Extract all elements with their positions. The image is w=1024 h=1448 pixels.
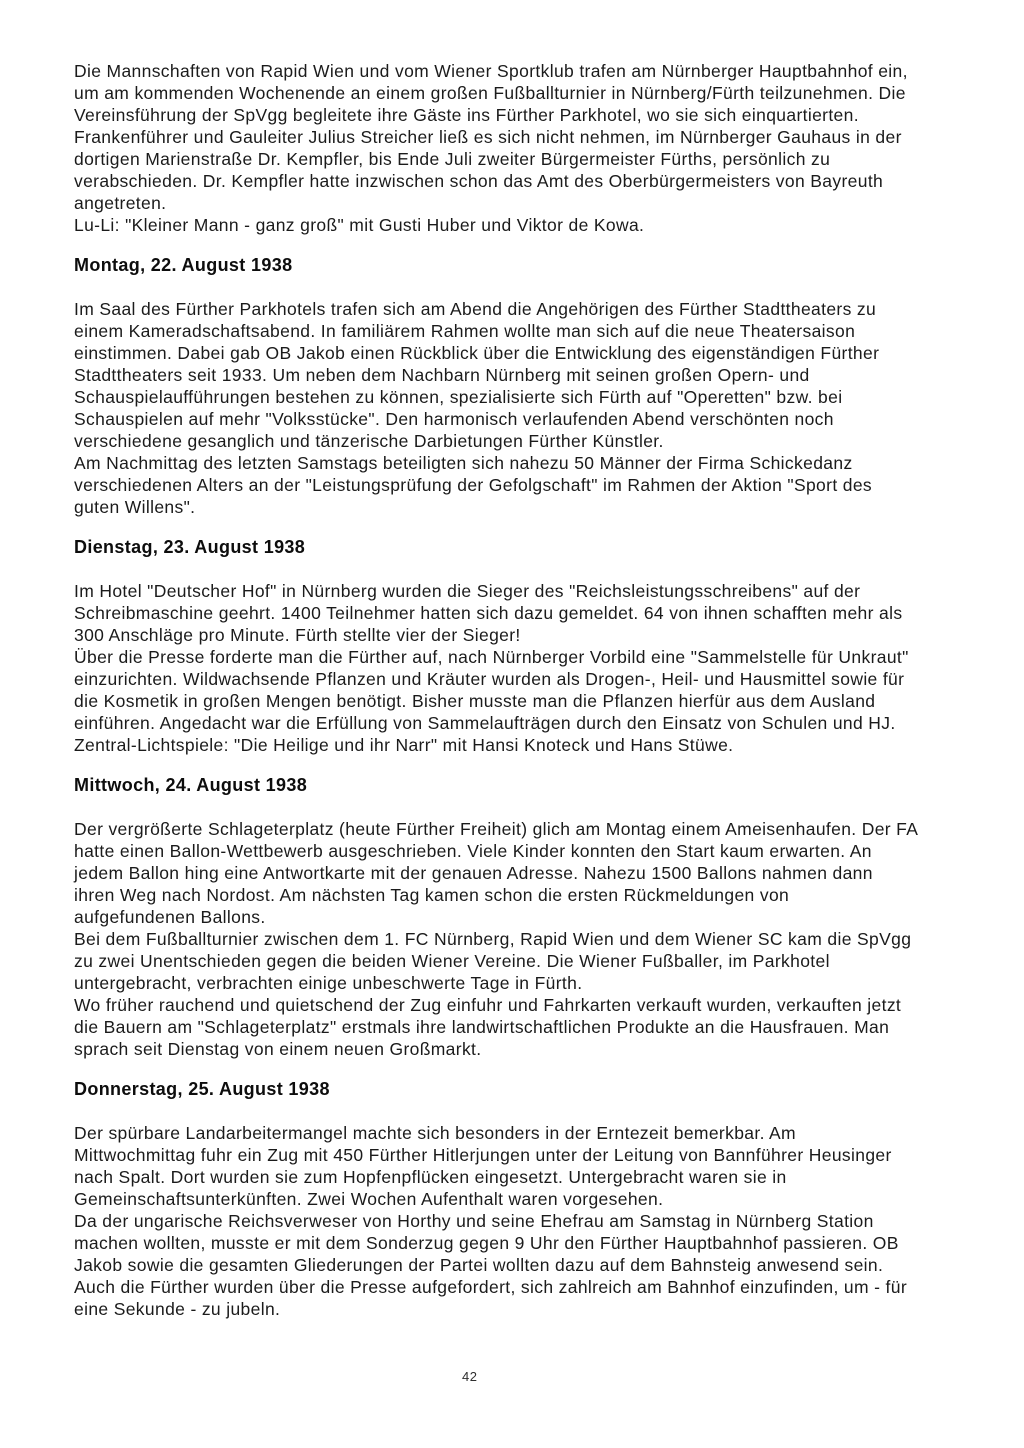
- paragraph: [74, 580, 974, 756]
- text-line: angetreten.: [74, 193, 167, 213]
- text-line: sprach seit Dienstag von einem neuen Großmarkt.: [74, 1039, 482, 1059]
- text-line: Der spürbare Landarbeitermangel machte sich besonders in der Erntezeit bemerkbar. Am: [74, 1123, 796, 1143]
- text-line: die Bauern am "Schlageterplatz" erstmals ihre landwirtschaftlichen Produkte an die Hausfrauen. Man: [74, 1017, 890, 1037]
- text-line: Stadttheaters seit 1933. Um neben dem Nachbarn Nürnberg mit seinen großen Opern- und: [74, 365, 810, 385]
- text-line: Gemeinschaftsunterkünften. Zwei Wochen Aufenthalt waren vorgesehen.: [74, 1189, 664, 1209]
- text-line: einzurichten. Wildwachsende Pflanzen und Kräuter wurden als Drogen-, Heil- und Hausmittel sowie für: [74, 669, 905, 689]
- text-line: Im Hotel "Deutscher Hof" in Nürnberg wurden die Sieger des "Reichsleistungsschreibens" auf der: [74, 581, 861, 601]
- text-line: einstimmen. Dabei gab OB Jakob einen Rückblick über die Entwicklung des eigenständigen Fürther: [74, 343, 880, 363]
- text-line: Frankenführer und Gauleiter Julius Streicher ließ es sich nicht nehmen, im Nürnberger Gauhaus in der: [74, 127, 902, 147]
- paragraph: [74, 298, 974, 518]
- text-line: Schauspielen auf mehr "Volksstücke". Den harmonisch verlaufenden Abend verschönten noch: [74, 409, 834, 429]
- text-line: machen wollten, musste er mit dem Sonderzug gegen 9 Uhr den Fürther Hauptbahnhof passieren. OB: [74, 1233, 899, 1253]
- text-line: Mittwochmittag fuhr ein Zug mit 450 Fürther Hitlerjungen unter der Leitung von Bannführer Heusinger: [74, 1145, 892, 1165]
- section-heading: Dienstag, 23. August 1938: [74, 537, 306, 557]
- section-heading: Mittwoch, 24. August 1938: [74, 775, 308, 795]
- text-line: Schreibmaschine geehrt. 1400 Teilnehmer hatten sich dazu gemeldet. 64 von ihnen schafften mehr als: [74, 603, 903, 623]
- text-line: Über die Presse forderte man die Fürther auf, nach Nürnberger Vorbild eine "Sammelstelle für Unkraut": [74, 647, 909, 667]
- text-line: Lu-Li: "Kleiner Mann - ganz groß" mit Gusti Huber und Viktor de Kowa.: [74, 215, 645, 235]
- text-line: Auch die Fürther wurden über die Presse aufgefordert, sich zahlreich am Bahnhof einzufinden, um - für: [74, 1277, 908, 1297]
- page-number: 42: [462, 1369, 478, 1384]
- text-line: einem Kameradschaftsabend. In familiärem Rahmen wollte man sich auf die neue Theatersaison: [74, 321, 856, 341]
- text-line: ihren Weg nach Nordost. Am nächsten Tag kamen schon die ersten Rückmeldungen von: [74, 885, 790, 905]
- text-line: nach Spalt. Dort wurden sie zum Hopfenpflücken eingesetzt. Untergebracht waren sie in: [74, 1167, 787, 1187]
- text-line: aufgefundenen Ballons.: [74, 907, 266, 927]
- section-heading: Donnerstag, 25. August 1938: [74, 1079, 330, 1099]
- text-line: 300 Anschläge pro Minute. Fürth stellte vier der Sieger!: [74, 625, 521, 645]
- text-line: Da der ungarische Reichsverweser von Horthy und seine Ehefrau am Samstag in Nürnberg Station: [74, 1211, 874, 1231]
- section-heading: Montag, 22. August 1938: [74, 255, 293, 275]
- text-line: einführen. Angedacht war die Erfüllung von Sammelaufträgen durch den Einsatz von Schulen und HJ.: [74, 713, 896, 733]
- text-line: untergebracht, verbrachten einige unbeschwerte Tage in Fürth.: [74, 973, 583, 993]
- text-line: Zentral-Lichtspiele: "Die Heilige und ihr Narr" mit Hansi Knoteck und Hans Stüwe.: [74, 735, 734, 755]
- text-line: Jakob sowie die gesamten Gliederungen der Partei wollten dazu auf dem Bahnsteig anwesend sein.: [74, 1255, 884, 1275]
- text-line: guten Willens".: [74, 497, 196, 517]
- text-line: Wo früher rauchend und quietschend der Zug einfuhr und Fahrkarten verkauft wurden, verkauften jetzt: [74, 995, 902, 1015]
- paragraph: [74, 818, 974, 1060]
- text-line: jedem Ballon hing eine Antwortkarte mit der genauen Adresse. Nahezu 1500 Ballons nahmen dann: [74, 863, 873, 883]
- text-line: um am kommenden Wochenende an einem großen Fußballturnier in Nürnberg/Fürth teilzunehmen. Die: [74, 83, 906, 103]
- text-line: hatte einen Ballon-Wettbewerb ausgeschrieben. Viele Kinder konnten den Start kaum erwarten. An: [74, 841, 872, 861]
- text-line: Die Mannschaften von Rapid Wien und vom Wiener Sportklub trafen am Nürnberger Hauptbahnhof ein,: [74, 61, 908, 81]
- text-line: verabschieden. Dr. Kempfler hatte inzwischen schon das Amt des Oberbürgermeisters von Bayreuth: [74, 171, 884, 191]
- text-line: Bei dem Fußballturnier zwischen dem 1. FC Nürnberg, Rapid Wien und dem Wiener SC kam die SpVgg: [74, 929, 912, 949]
- text-line: verschiedenen Alters an der "Leistungsprüfung der Gefolgschaft" im Rahmen der Aktion "Sport des: [74, 475, 873, 495]
- text-line: Im Saal des Fürther Parkhotels trafen sich am Abend die Angehörigen des Fürther Stadttheaters zu: [74, 299, 877, 319]
- text-line: dortigen Marienstraße Dr. Kempfler, bis Ende Juli zweiter Bürgermeister Fürths, persönlich zu: [74, 149, 831, 169]
- text-line: verschiedene gesanglich und tänzerische Darbietungen Fürther Künstler.: [74, 431, 664, 451]
- text-line: Vereinsführung der SpVgg begleitete ihre Gäste ins Fürther Parkhotel, wo sie sich einquartierten.: [74, 105, 859, 125]
- text-line: Schauspielaufführungen bestehen zu können, spezialisierte sich Fürth auf "Operetten" bzw. bei: [74, 387, 843, 407]
- paragraph: [74, 1122, 974, 1320]
- text-line: zu zwei Unentschieden gegen die beiden Wiener Vereine. Die Wiener Fußballer, im Parkhotel: [74, 951, 830, 971]
- text-line: Der vergrößerte Schlageterplatz (heute Fürther Freiheit) glich am Montag einem Ameisenhaufen. Der FA: [74, 819, 919, 839]
- paragraph: [74, 60, 974, 236]
- text-line: eine Sekunde - zu jubeln.: [74, 1299, 281, 1319]
- document-content: [74, 60, 974, 1320]
- text-line: Am Nachmittag des letzten Samstags beteiligten sich nahezu 50 Männer der Firma Schickedanz: [74, 453, 853, 473]
- text-line: die Kosmetik in großen Mengen benötigt. Bisher musste man die Pflanzen hierfür aus dem Ausland: [74, 691, 876, 711]
